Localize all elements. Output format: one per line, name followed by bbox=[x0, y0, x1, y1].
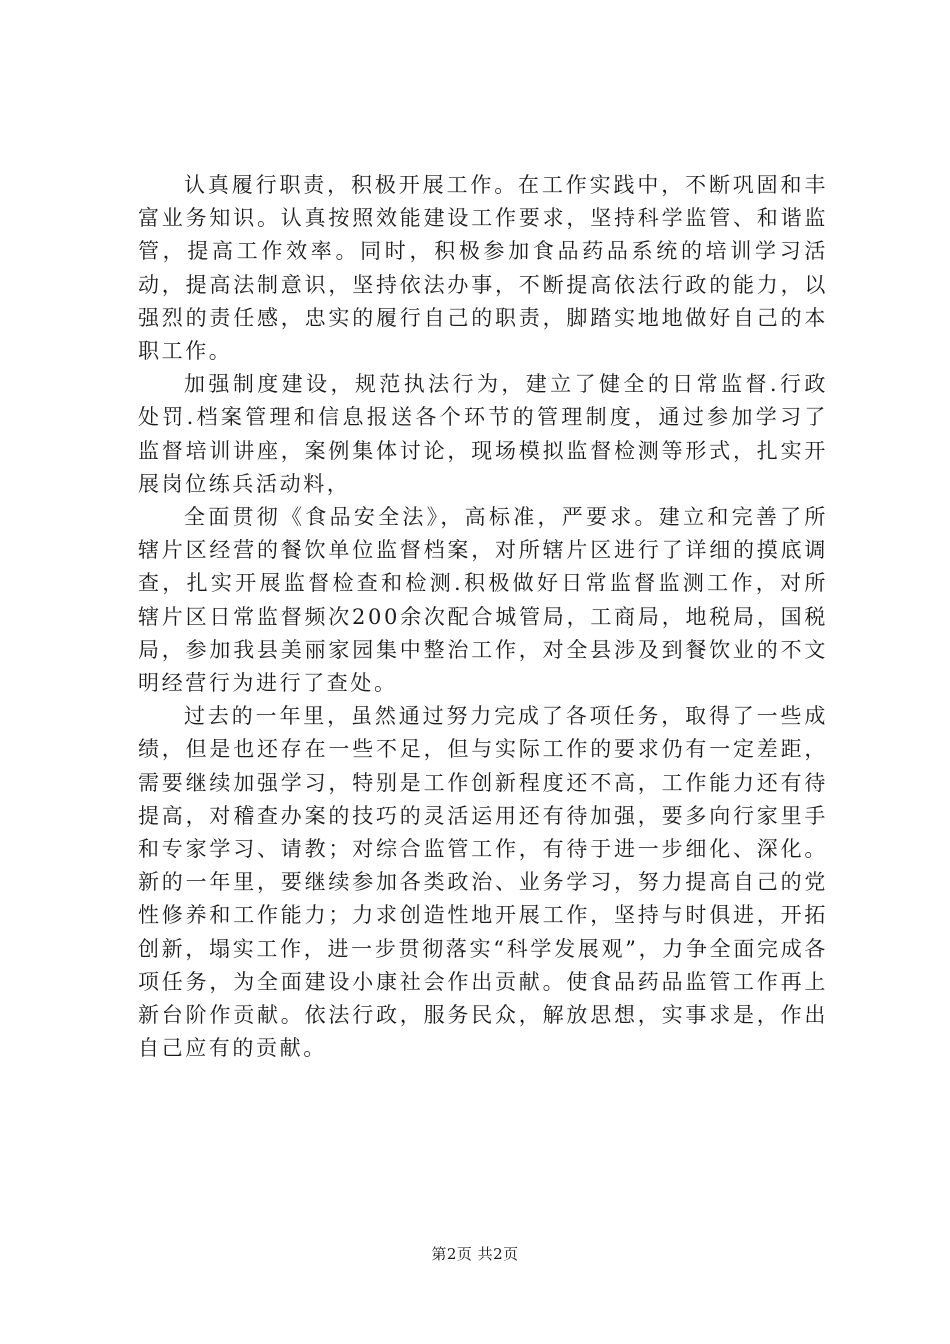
paragraph-summary: 过去的一年里，虽然通过努力完成了各项任务，取得了一些成绩，但是也还存在一些不足，但与实际工作的要求仍有一定差距，需要继续加强学习，特别是工作创新程度还不高，工作能力还有待提高，对稽查办案的技巧的灵活运用还有待加强，要多向行家里手和专家学习、请教；对综合监管工作，有待于进一步细化、深化。新的一年里，要继续参加各类政治、业务学习，努力提高自己的党性修养和工作能力；力求创造性地开展工作，坚持与时俱进，开拓创新，塌实工作，进一步贯彻落实“科学发展观”，力争全面完成各项任务，为全面建设小康社会作出贡献。使食品药品监管工作再上新台阶作贡献。依法行政，服务民众，解放思想，实事求是，作出自己应有的贡献。 bbox=[138, 704, 828, 1061]
paragraph-food-safety-law: 全面贯彻《食品安全法》，高标准，严要求。建立和完善了所辖片区经营的餐饮单位监督档案，对所辖片区进行了详细的摸底调查，扎实开展监督检查和检测.积极做好日常监督监测工作，对所辖片区日常监督频次200余次配合城管局，工商局，地税局，国税局，参加我县美丽家园集中整治工作，对全县涉及到餐饮业的不文明经营行为进行了查处。 bbox=[138, 505, 828, 696]
document-body bbox=[138, 169, 828, 1065]
page-number-footer: 第2页 共2页 bbox=[431, 1245, 519, 1263]
paragraph-system-building: 加强制度建设，规范执法行为，建立了健全的日常监督.行政处罚.档案管理和信息报送各个环节的管理制度，通过参加学习了监督培训讲座，案例集体讨论，现场模拟监督检测等形式，扎实开展岗位练兵活动料， bbox=[138, 372, 828, 496]
paragraph-duties: 认真履行职责，积极开展工作。在工作实践中，不断巩固和丰富业务知识。认真按照效能建设工作要求，坚持科学监管、和谐监管，提高工作效率。同时，积极参加食品药品系统的培训学习活动，提高法制意识，坚持依法办事，不断提高依法行政的能力，以强烈的责任感，忠实的履行自己的职责，脚踏实地地做好自己的本职工作。 bbox=[138, 173, 828, 364]
